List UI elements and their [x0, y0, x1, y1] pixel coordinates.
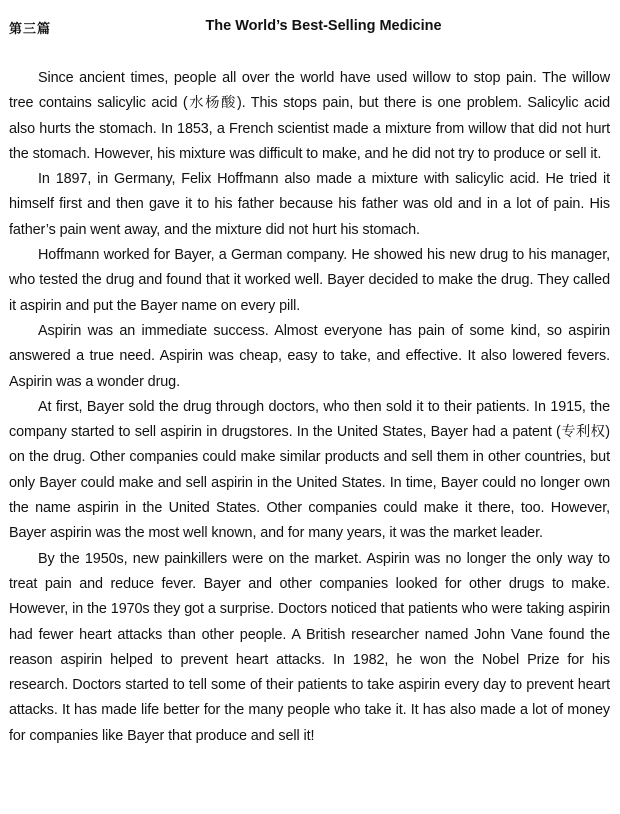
- page-title: The World’s Best-Selling Medicine: [205, 18, 442, 34]
- paragraph-5: At first, Bayer sold the drug through doctors, who then sold it to their patients. In 1915, the company started to sell aspirin in drugstores. In the United States, Bayer had a patent (专利权) on the drug. Other companies could make similar products and sell them in other countries, but only Bayer could make and sell aspirin in the United States. In time, Bayer could no longer own the name aspirin in the United States. Other companies could make it there, too. However, Bayer aspirin was the most well known, and for many years, it was the market leader.: [9, 398, 610, 542]
- page-header: [9, 14, 610, 40]
- article-body: [9, 66, 610, 749]
- paragraph-4: Aspirin was an immediate success. Almost everyone has pain of some kind, so aspirin answered a true need. Aspirin was cheap, easy to take, and effective. It also lowered fevers. Aspirin was a wonder drug.: [9, 322, 610, 390]
- paragraph-1: Since ancient times, people all over the world have used willow to stop pain. The willow tree contains salicylic acid (水杨酸). This stops pain, but there is one problem. Salicylic acid also hurts the stomach. In 1853, a French scientist made a mixture from willow that did not hurt the stomach. However, his mixture was difficult to make, and he did not try to produce or sell it.: [9, 70, 610, 162]
- paragraph-3: Hoffmann worked for Bayer, a German company. He showed his new drug to his manager, who tested the drug and found that it worked well. Bayer decided to make the drug. They called it aspirin and put the Bayer name on every pill.: [9, 247, 610, 314]
- section-label: 第三篇: [9, 22, 52, 37]
- paragraph-6: By the 1950s, new painkillers were on the market. Aspirin was no longer the only way to treat pain and reduce fever. Bayer and other companies looked for other drugs to make. However, in the 1970s they got a surprise. Doctors noticed that patients who were taking aspirin had fewer heart attacks than other people. A British researcher named John Vane found the reason aspirin helped to prevent heart attacks. In 1982, he won the Nobel Prize for his research. Doctors started to tell some of their patients to take aspirin every day to prevent heart attacks. It has made life better for the many people who take it. It has also made a lot of money for companies like Bayer that produce and sell it!: [9, 550, 610, 744]
- paragraph-2: In 1897, in Germany, Felix Hoffmann also made a mixture with salicylic acid. He tried it himself first and then gave it to his father because his father was old and in a lot of pain. His father’s pain went away, and the mixture did not hurt his stomach.: [9, 171, 610, 238]
